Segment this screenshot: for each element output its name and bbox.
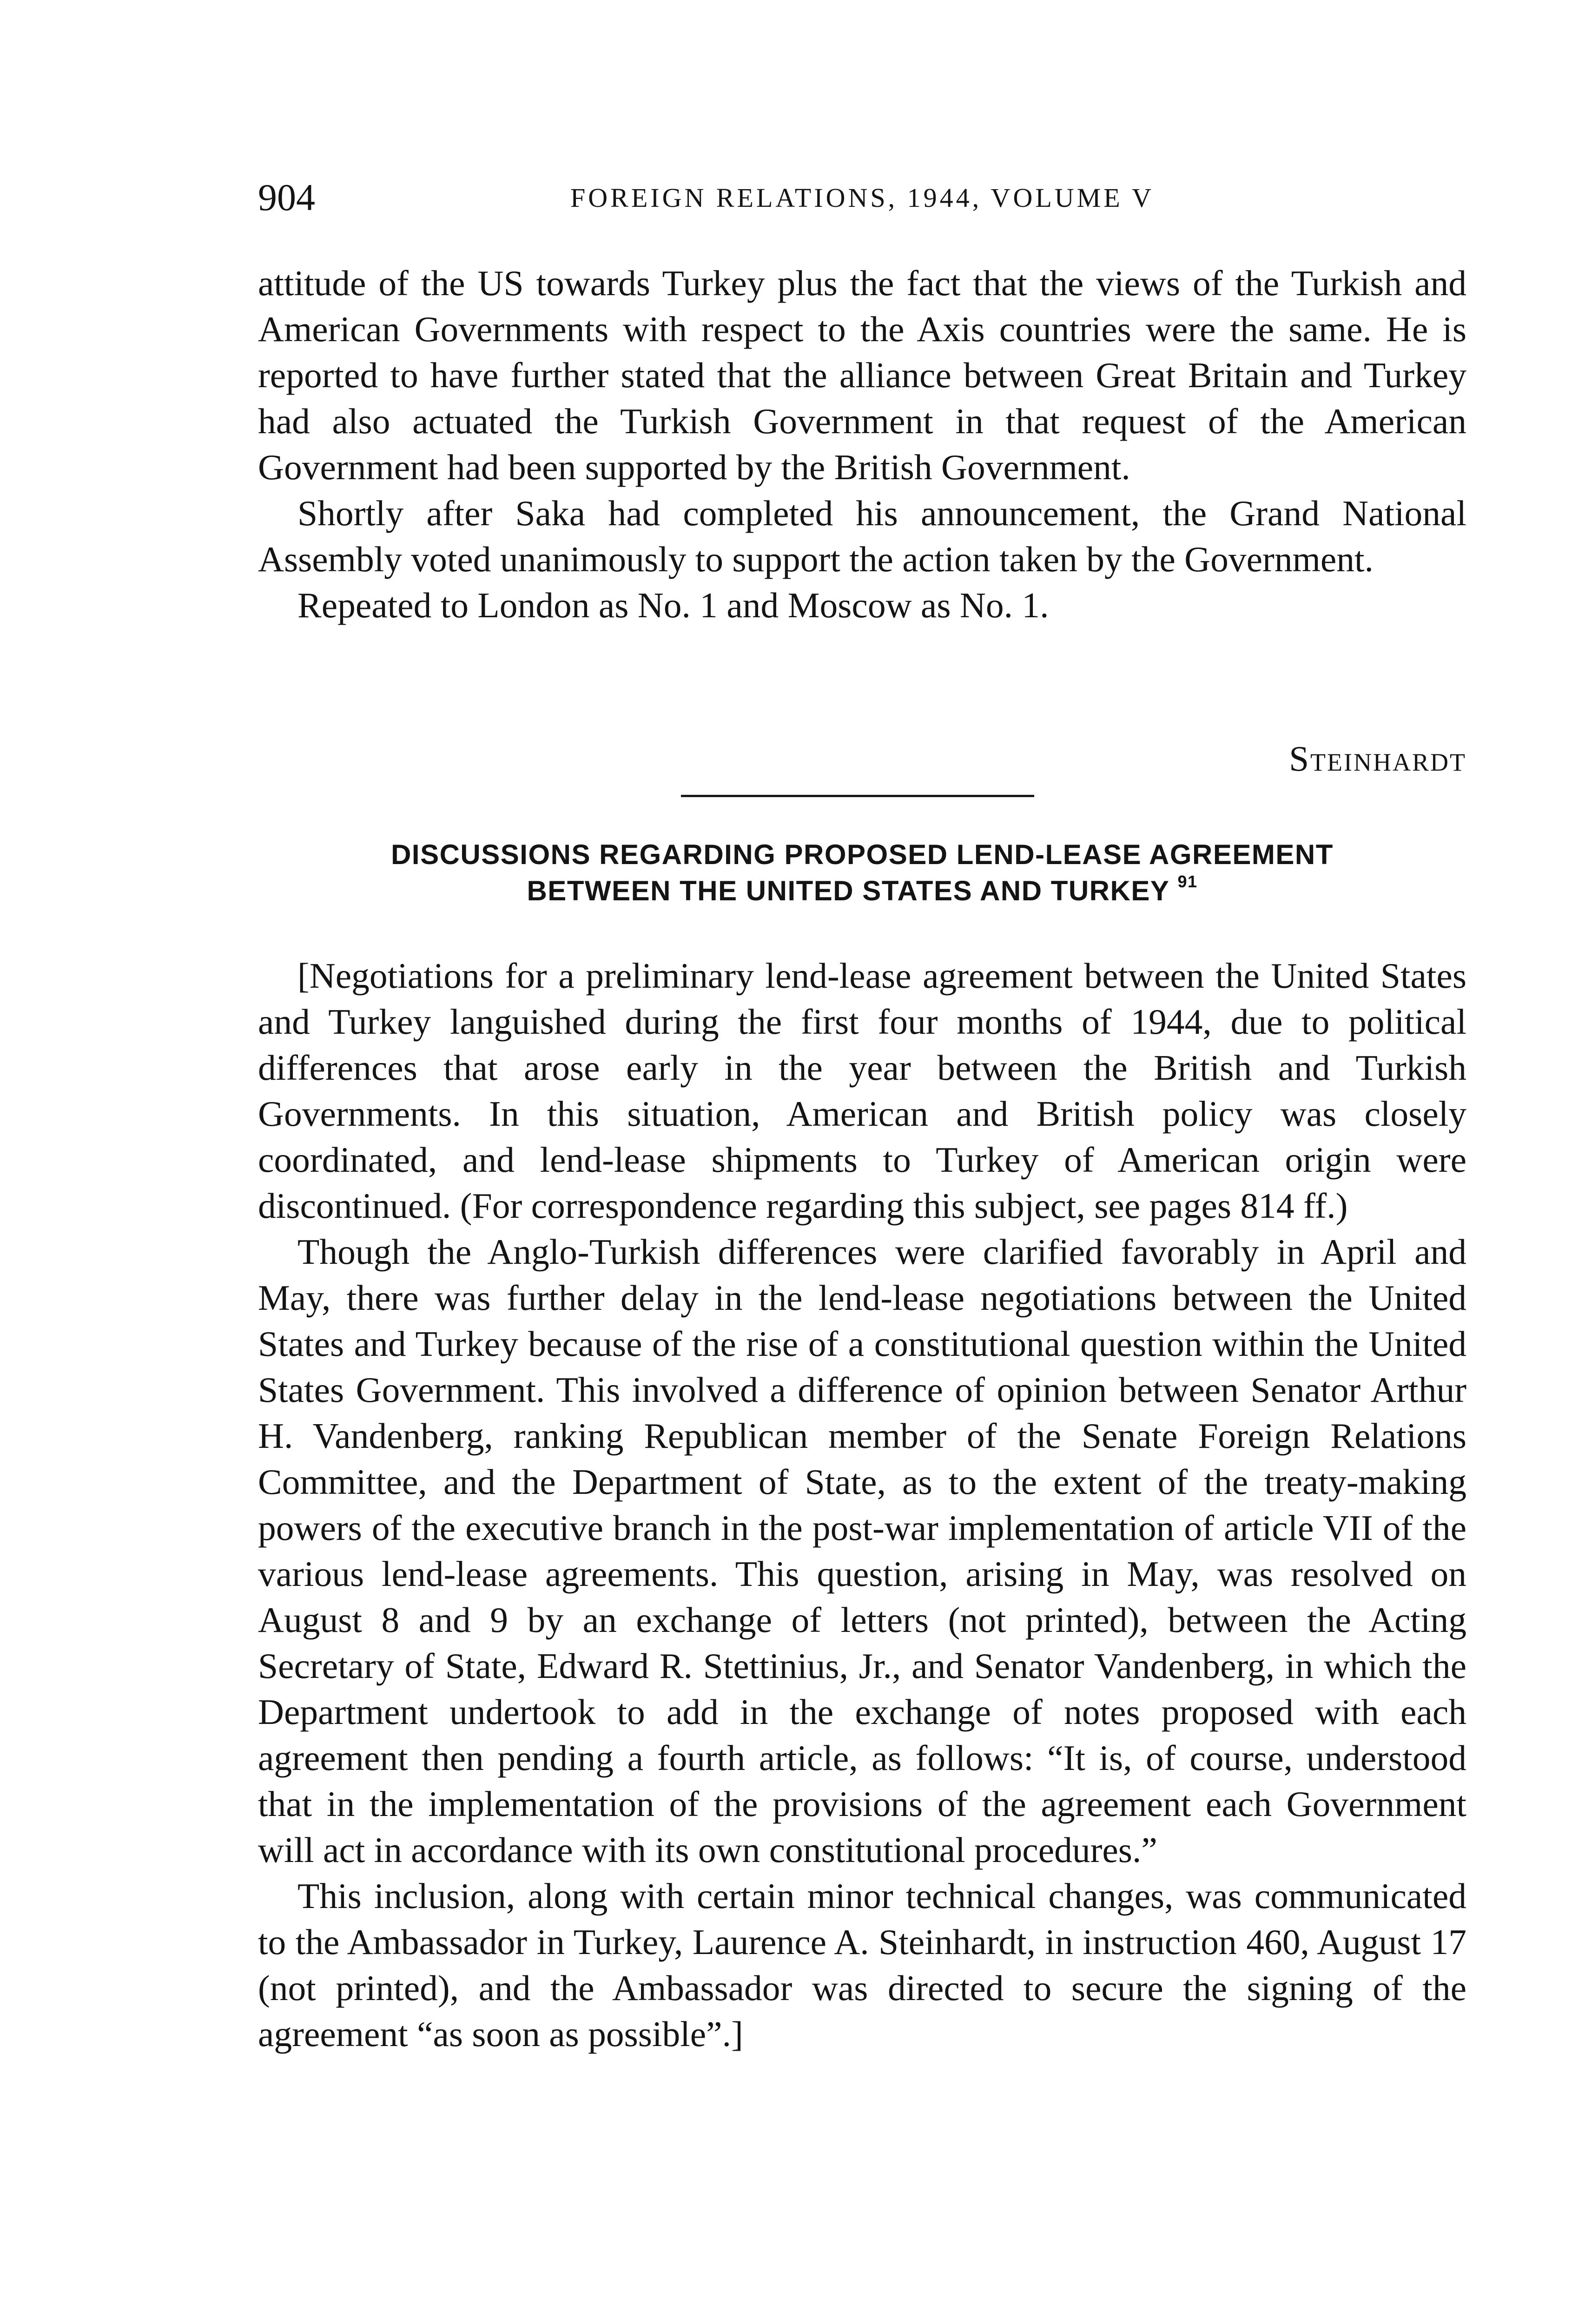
paragraph-continued: attitude of the US towards Turkey plus the fact that the views of the Turkish and American Governments with respect to the Axis countries were the same. He is reported to have further stated that the alliance between Great Britain and Turkey had also actuated the Turkish Government in that request of the American Government had been supported by the British Government. — [258, 263, 1466, 487]
footnote-reference: 91 — [1177, 872, 1198, 891]
paragraph-repeated-to: Repeated to London as No. 1 and Moscow as No. 1. — [297, 585, 1049, 625]
page-header — [258, 177, 1466, 218]
running-title: FOREIGN RELATIONS, 1944, VOLUME V — [570, 183, 1154, 213]
section-text-block — [258, 953, 1466, 2057]
section-divider — [681, 795, 1034, 797]
paragraph: Shortly after Saka had completed his announcement, the Grand National Assembly voted unanimously to support the action taken by the Government. — [258, 493, 1466, 579]
page-number: 904 — [258, 176, 315, 218]
signature: Steinhardt — [1289, 739, 1466, 779]
continued-text-block — [258, 260, 1466, 628]
section-heading-line-2 — [258, 873, 1466, 909]
section-heading — [258, 837, 1466, 909]
section-heading-line-1: DISCUSSIONS REGARDING PROPOSED LEND-LEASE AGREEMENT — [391, 839, 1334, 870]
paragraph: [Negotiations for a preliminary lend-lease agreement between the United States and Turkey languished during the first four months of 1944, due to political differences that arose early in the year between the British and Turkish Governments. In this situation, American and British policy was closely coordinated, and lend-lease shipments to Turkey of American origin were discontinued. (For correspondence regarding this subject, see pages 814 ff.) — [258, 956, 1466, 1226]
paragraph: Though the Anglo-Turkish differences were clarified favorably in April and May, there was further delay in the lend-lease negotiations between the United States and Turkey because of the rise of a constitutional question within the United States Government. This involved a difference of opinion between Senator Arthur H. Vandenberg, ranking Republican member of the Senate Foreign Relations Committee, and the Department of State, as to the extent of the treaty-making powers of the executive branch in the post-war implementation of article VII of the various lend-lease agreements. This question, arising in May, was resolved on August 8 and 9 by an exchange of letters (not printed), between the Acting Secretary of State, Edward R. Stettinius, Jr., and Senator Vandenberg, in which the Department undertook to add in the exchange of notes proposed with each agreement then pending a fourth article, as follows: “It is, of course, understood that in the implementation of the provisions of the agreement each Government will act in accordance with its own constitutional procedures.” — [258, 1232, 1466, 1870]
section-heading-line-2-text: BETWEEN THE UNITED STATES AND TURKEY — [527, 875, 1169, 906]
paragraph: This inclusion, along with certain minor technical changes, was communicated to the Ambassador in Turkey, Laurence A. Steinhardt, in instruction 460, August 17 (not printed), and the Ambassador was directed to secure the signing of the agreement “as soon as possible”.] — [258, 1876, 1466, 2054]
